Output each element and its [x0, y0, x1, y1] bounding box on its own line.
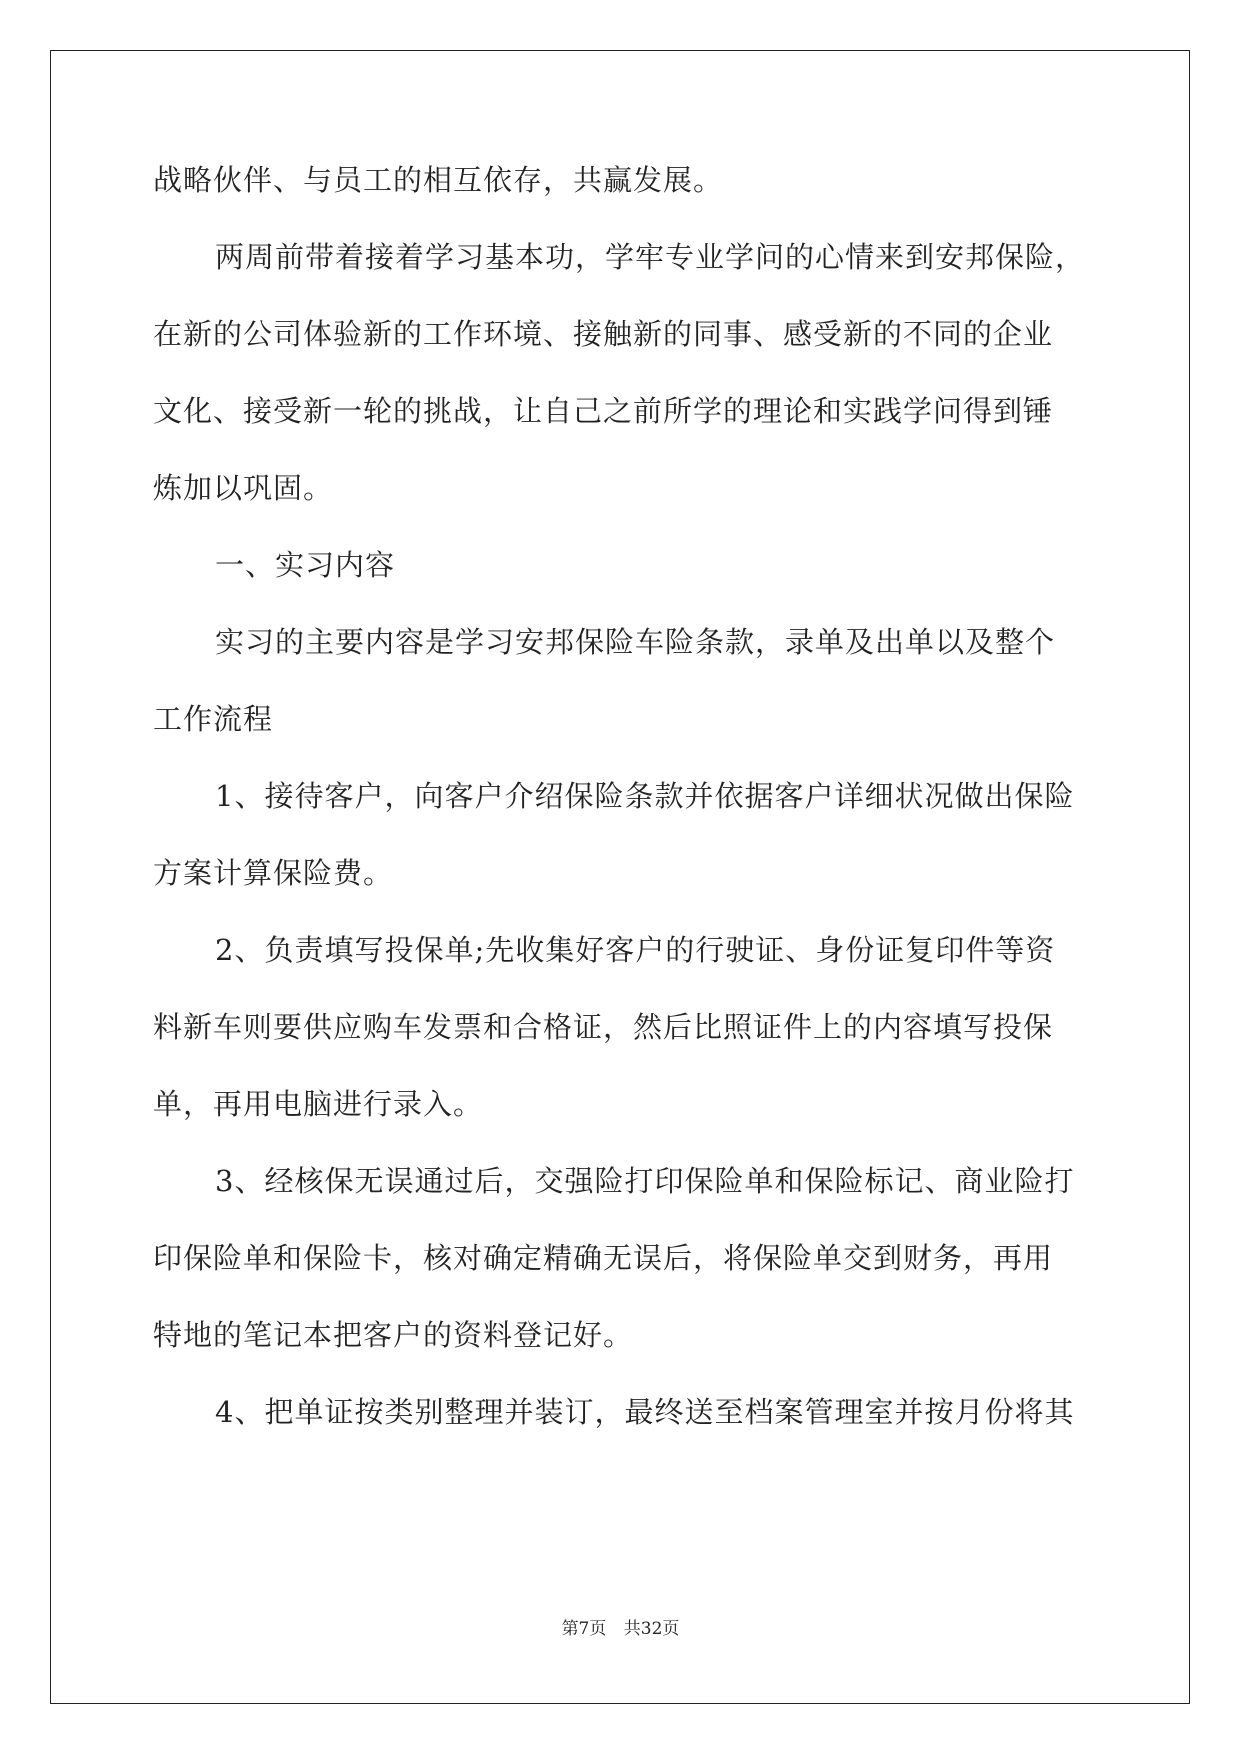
paragraph-line: 实习的主要内容是学习安邦保险车险条款，录单及出单以及整个: [215, 625, 1056, 659]
list-item-1-line: 1、接待客户，向客户介绍保险条款并依据客户详细状况做出保险: [215, 779, 1075, 813]
text-line: 炼加以巩固。: [153, 471, 334, 505]
page-footer: [0, 1614, 1241, 1639]
text-line: 料新车则要供应购车发票和合格证，然后比照证件上的内容填写投保: [153, 1010, 1054, 1044]
section-heading: 一、实习内容: [215, 548, 396, 582]
paragraph-line: 两周前带着接着学习基本功，学牢专业学问的心情来到安邦保险，: [215, 240, 1086, 274]
text-line: 印保险单和保险卡，核对确定精确无误后，将保险单交到财务，再用: [153, 1241, 1054, 1275]
list-item-4-line: 4、把单证按类别整理并装订，最终送至档案管理室并按月份将其: [215, 1395, 1075, 1429]
total-pages: 共32页: [623, 1619, 680, 1639]
text-line: 战略伙伴、与员工的相互依存，共赢发展。: [153, 163, 724, 197]
text-line: 在新的公司体验新的工作环境、接触新的同事、感受新的不同的企业: [153, 317, 1054, 351]
text-line: 特地的笔记本把客户的资料登记好。: [153, 1318, 634, 1352]
text-line: 方案计算保险费。: [153, 856, 394, 890]
text-line: 单，再用电脑进行录入。: [153, 1087, 484, 1121]
text-line: 文化、接受新一轮的挑战，让自己之前所学的理论和实践学问得到锤: [153, 394, 1054, 428]
current-page-number: 第7页: [561, 1619, 607, 1639]
list-item-3-line: 3、经核保无误通过后，交强险打印保险单和保险标记、商业险打: [215, 1164, 1075, 1198]
list-item-2-line: 2、负责填写投保单;先收集好客户的行驶证、身份证复印件等资: [215, 933, 1056, 967]
text-line: 工作流程: [153, 702, 274, 736]
